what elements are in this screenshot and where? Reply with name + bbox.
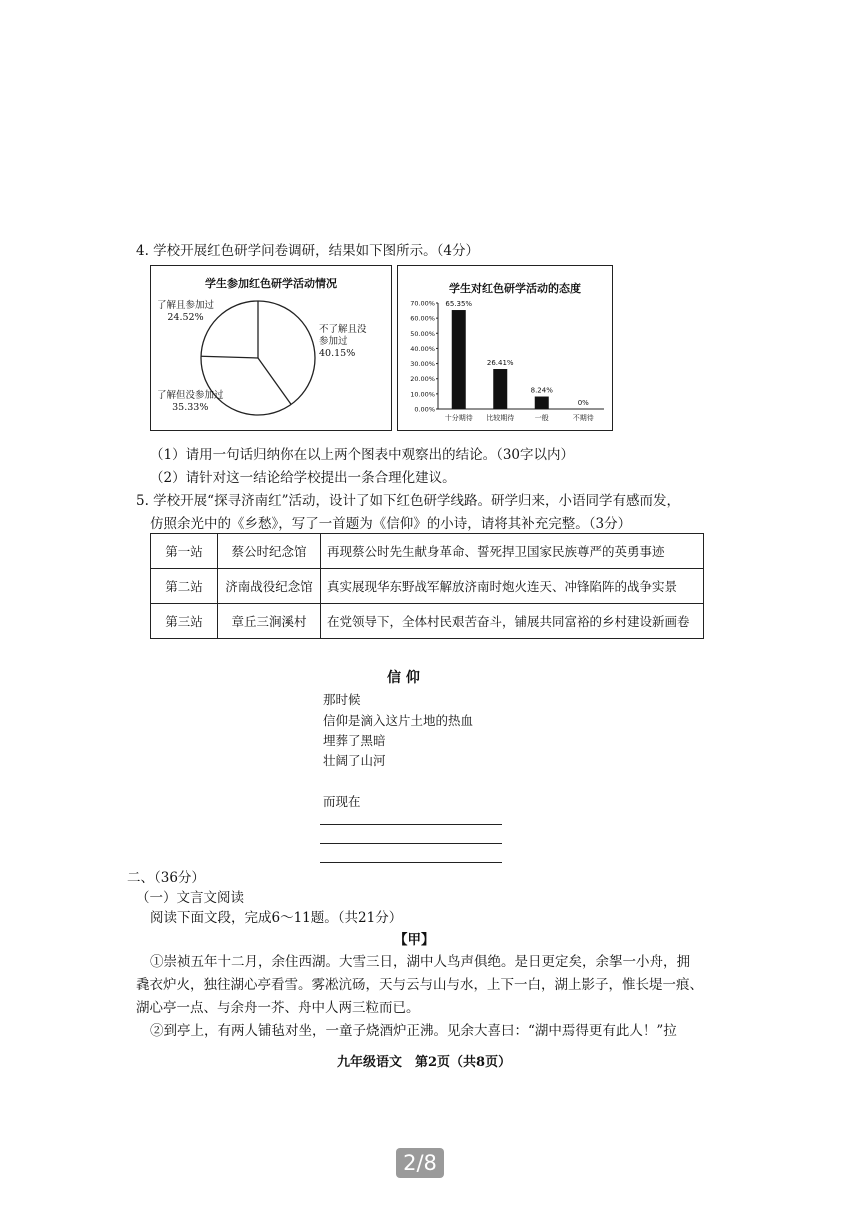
x-category-label: 十分期待 <box>444 414 473 422</box>
y-tick-label: 20.00% <box>410 375 435 384</box>
pie-label-line1: 不了解且没 <box>319 324 367 335</box>
bar-chart-title: 学生对红色研学活动的态度 <box>449 282 581 295</box>
poem-line: 壮阔了山河 <box>323 753 386 768</box>
y-tick-label: 40.00% <box>410 344 435 353</box>
y-tick-label: 70.00% <box>410 299 435 308</box>
pie-label-line1: 了解但没参加过 <box>157 390 224 401</box>
poem-line: 埋葬了黑暗 <box>323 733 386 748</box>
table-row <box>151 604 704 639</box>
poem-line: 信仰是滴入这片土地的热血 <box>323 713 474 728</box>
passage-line: 湖心亭一点、与余舟一芥、舟中人两三粒而已。 <box>136 1000 420 1016</box>
q4-sub2: （2）请针对这一结论给学校提出一条合理化建议。 <box>150 470 456 486</box>
pie-label-value: 35.33% <box>172 402 209 413</box>
answer-blank-line[interactable] <box>320 824 502 825</box>
table-row <box>151 569 704 604</box>
station-cell: 第一站 <box>151 534 218 569</box>
passage-line: ②到亭上，有两人铺毡对坐，一童子烧酒炉正沸。见余大喜曰：“湖中焉得更有此人！”拉 <box>150 1023 677 1039</box>
passage-line: 毳衣炉火，独往湖心亭看雪。雾凇沆砀，天与云与山与水，上下一白，湖上影子，惟长堤一痕、 <box>136 977 703 993</box>
pie-chart-box <box>150 265 392 431</box>
bar-chart <box>398 266 612 430</box>
pie-label-value: 24.52% <box>167 312 204 323</box>
poem-line: 那时候 <box>323 692 361 707</box>
q4-sub1: （1）请用一句话归纳你在以上两个图表中观察出的结论。（30字以内） <box>150 447 575 463</box>
y-tick-label: 60.00% <box>410 314 435 323</box>
pie-chart-title: 学生参加红色研学活动情况 <box>205 277 337 290</box>
x-category-label: 比较期待 <box>486 414 515 422</box>
desc-cell: 真实展现华东野战军解放济南时炮火连天、冲锋陷阵的战争实景 <box>321 569 704 604</box>
section2-heading: 二、（36分） <box>127 870 205 886</box>
place-cell: 蔡公时纪念馆 <box>218 534 321 569</box>
q5-stem-line2: 仿照余光中的《乡愁》，写了一首题为《信仰》的小诗，请将其补充完整。（3分） <box>150 516 632 532</box>
bar-chart-box <box>397 265 613 431</box>
bar-2 <box>493 369 507 409</box>
page-indicator: 2/8 <box>396 1148 444 1178</box>
bar-value-label: 8.24% <box>530 386 553 395</box>
y-tick-label: 10.00% <box>410 390 435 399</box>
table-row <box>151 534 704 569</box>
y-tick-label: 0.00% <box>414 405 435 414</box>
station-cell: 第二站 <box>151 569 218 604</box>
desc-cell: 再现蔡公时先生献身革命、誓死捍卫国家民族尊严的英勇事迹 <box>321 534 704 569</box>
pie-label-know-not-joined <box>157 390 224 414</box>
place-cell: 章丘三涧溪村 <box>218 604 321 639</box>
x-category-label: 一般 <box>534 414 549 422</box>
pie-label-know-joined <box>157 300 214 324</box>
pie-label-line1: 了解且参加过 <box>157 300 215 311</box>
y-tick-label: 50.00% <box>410 329 435 338</box>
station-cell: 第三站 <box>151 604 218 639</box>
pie-label-value: 40.15% <box>319 348 356 359</box>
bar-1 <box>452 310 466 409</box>
passage-line: ①崇祯五年十二月，余住西湖。大雪三日，湖中人鸟声俱绝。是日更定矣，余挐一小舟，拥 <box>150 954 690 970</box>
bar-value-label: 26.41% <box>486 359 514 368</box>
section2-sub: （一）文言文阅读 <box>136 890 244 906</box>
page-footer: 九年级语文 第2页（共8页） <box>337 1055 512 1070</box>
q4-stem: 4. 学校开展红色研学问卷调研，结果如下图所示。（4分） <box>136 243 480 259</box>
desc-cell: 在党领导下，全体村民艰苦奋斗，铺展共同富裕的乡村建设新画卷 <box>321 604 704 639</box>
poem-now: 而现在 <box>323 794 361 809</box>
answer-blank-line[interactable] <box>320 862 502 863</box>
q5-stem-line1: 5. 学校开展“探寻济南红”活动，设计了如下红色研学线路。研学归来，小语同学有感而发， <box>136 493 680 509</box>
pie-label-line2: 参加过 <box>319 336 348 347</box>
place-cell: 济南战役纪念馆 <box>218 569 321 604</box>
pie-label-not-know <box>319 324 367 360</box>
y-tick-label: 30.00% <box>410 360 435 369</box>
bar-value-label: 65.35% <box>445 300 473 309</box>
bar-3 <box>535 397 549 409</box>
x-category-label: 不期待 <box>572 414 594 422</box>
passage-title: 【甲】 <box>394 932 435 948</box>
answer-blank-line[interactable] <box>320 843 502 844</box>
section2-instruction: 阅读下面文段，完成6～11题。（共21分） <box>150 910 403 926</box>
route-table <box>150 533 704 639</box>
bar-value-label: 0% <box>577 399 589 407</box>
poem-title: 信 仰 <box>387 670 420 686</box>
